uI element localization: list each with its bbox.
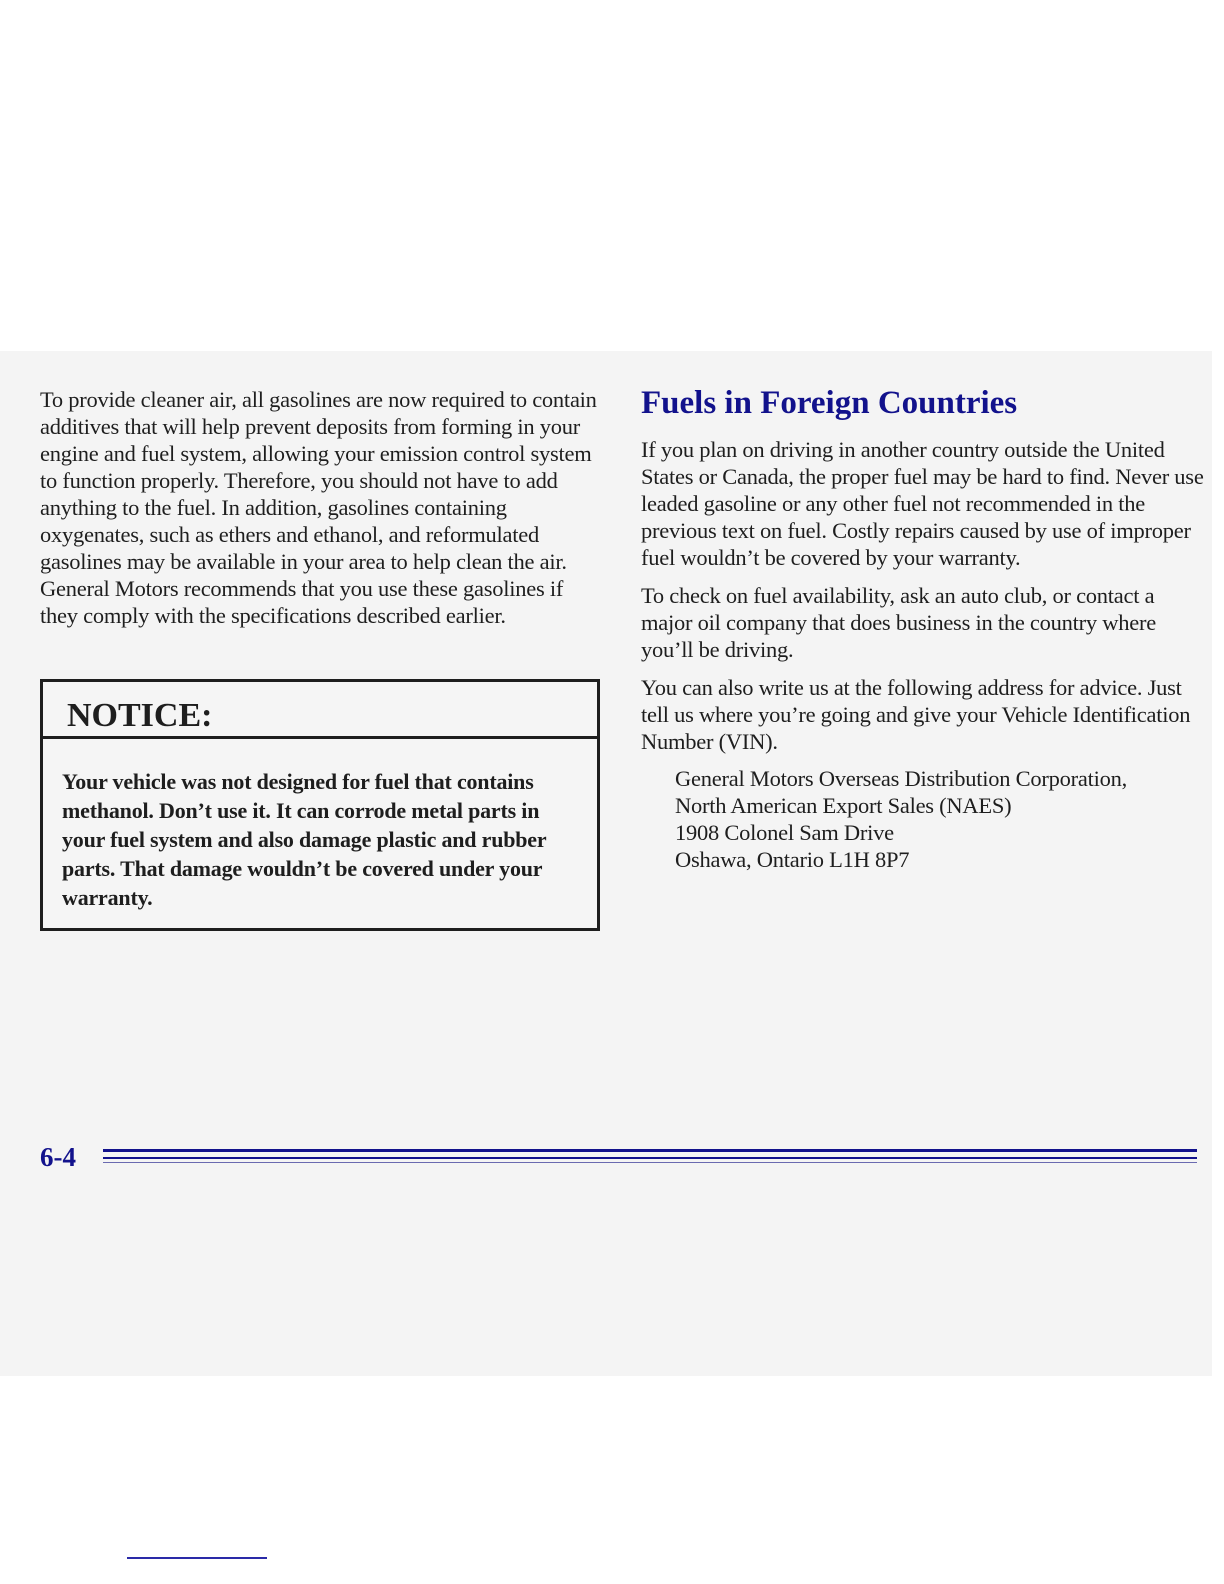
write-us-paragraph: You can also write us at the following address for advice. Just tell us where you’re going and give your Vehicle Identification Number (VIN). — [641, 675, 1191, 754]
left-column — [40, 386, 602, 629]
footer-rule-bottom — [103, 1162, 1197, 1163]
notice-body: Your vehicle was not designed for fuel that contains methanol. Don’t use it. It can corrode metal parts in your fuel system and also damage plastic and rubber parts. That damage wouldn’t be covered under your warranty. — [62, 769, 547, 910]
footer-rule-top — [103, 1149, 1197, 1152]
address-line-street: 1908 Colonel Sam Drive — [675, 820, 894, 845]
foreign-fuel-paragraph: If you plan on driving in another country outside the United States or Canada, the proper fuel may be hard to find. Never use leaded gasoline or any other fuel not recommended in the previous text on fuel. Costly repairs caused by use of improper fuel wouldn’t be covered by your warranty. — [641, 437, 1204, 570]
right-column — [641, 384, 1206, 873]
mailing-address — [675, 765, 1206, 873]
notice-heading: NOTICE: — [43, 682, 597, 739]
page-number: 6-4 — [40, 1142, 76, 1172]
address-line-company: General Motors Overseas Distribution Corporation, — [675, 766, 1128, 791]
address-line-department: North American Export Sales (NAES) — [675, 793, 1012, 818]
address-line-city: Oshawa, Ontario L1H 8P7 — [675, 847, 910, 872]
notice-box — [40, 679, 600, 931]
section-title: Fuels in Foreign Countries — [641, 385, 1018, 421]
footer-rule-middle — [103, 1157, 1197, 1159]
bottom-link-underline — [127, 1557, 267, 1559]
intro-paragraph: To provide cleaner air, all gasolines are now required to contain additives that will help prevent deposits from forming in your engine and fuel system, allowing your emission control system to function properly. Therefore, you should not have to add anything to the fuel. In addition, gasolines containing oxygenates, such as ethers and ethanol, and reformulated gasolines may be available in your area to help clean the air. General Motors recommends that you use these gasolines if they comply with the specifications described earlier. — [40, 387, 597, 628]
fuel-availability-paragraph: To check on fuel availability, ask an auto club, or contact a major oil company that does business in the country where you’ll be driving. — [641, 583, 1157, 662]
